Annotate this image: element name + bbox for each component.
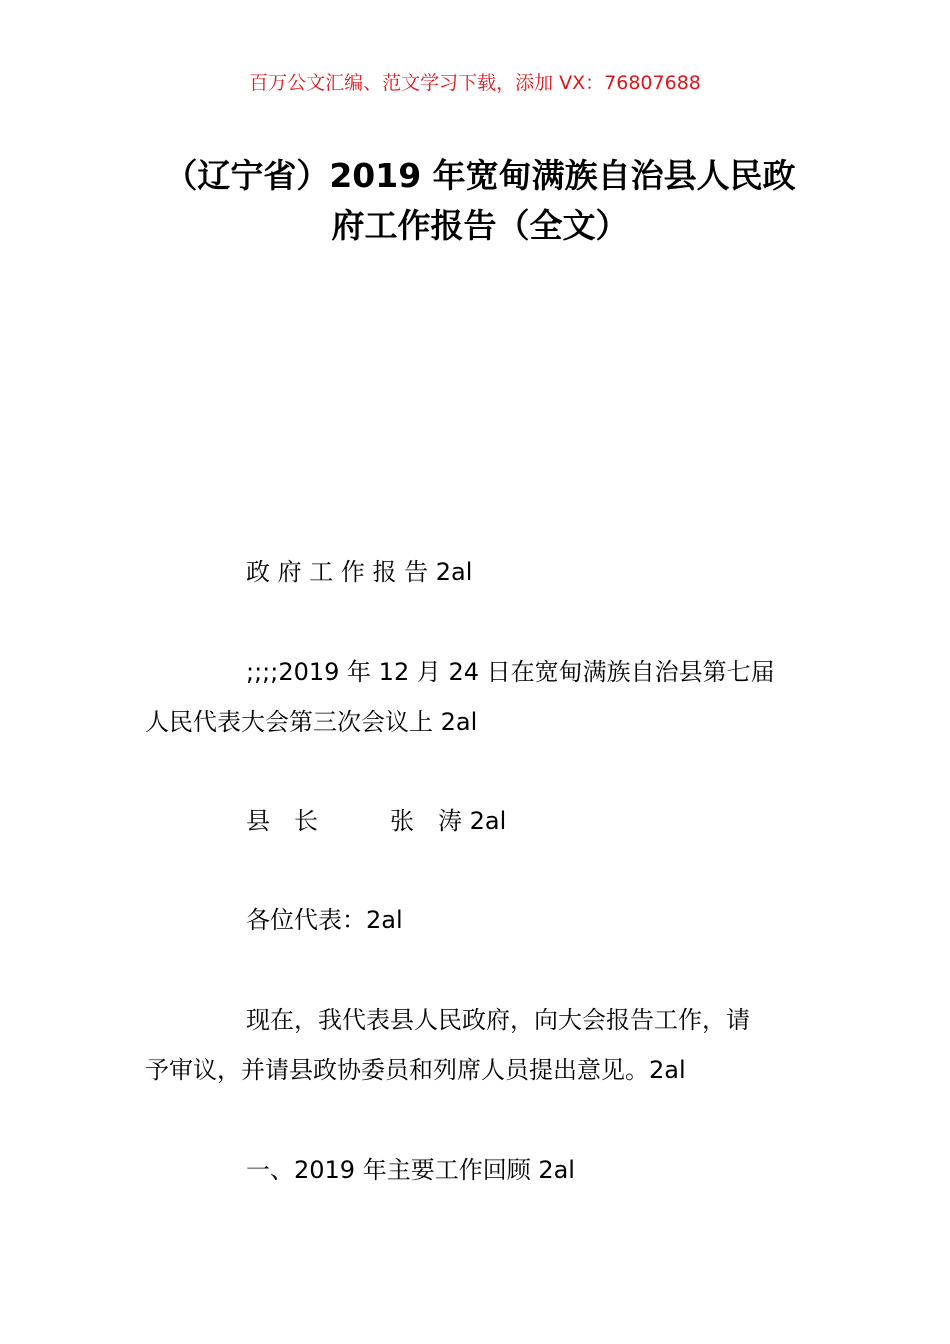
meeting-line-2: 人民代表大会第三次会议上 2al — [145, 708, 478, 736]
paragraph-1-line-1: 现在，我代表县人民政府，向大会报告工作，请 — [246, 1006, 750, 1034]
header-notice: 百万公文汇编、范文学习下载，添加 VX：76807688 — [249, 72, 701, 94]
report-heading: 政 府 工 作 报 告 2al — [246, 558, 473, 586]
meeting-line-1: ;;;;2019 年 12 月 24 日在宽甸满族自治县第七届 — [246, 658, 775, 686]
speaker-line: 县 长 张 涛 2al — [246, 807, 507, 835]
paragraph-1-line-2: 予审议，并请县政协委员和列席人员提出意见。2al — [145, 1056, 686, 1084]
section-heading-1: 一、2019 年主要工作回顾 2al — [246, 1156, 575, 1184]
document-title-line-1: （辽宁省）2019 年宽甸满族自治县人民政 — [164, 156, 796, 195]
document-title-line-2: 府工作报告（全文） — [331, 206, 629, 245]
salutation: 各位代表：2al — [246, 906, 403, 934]
